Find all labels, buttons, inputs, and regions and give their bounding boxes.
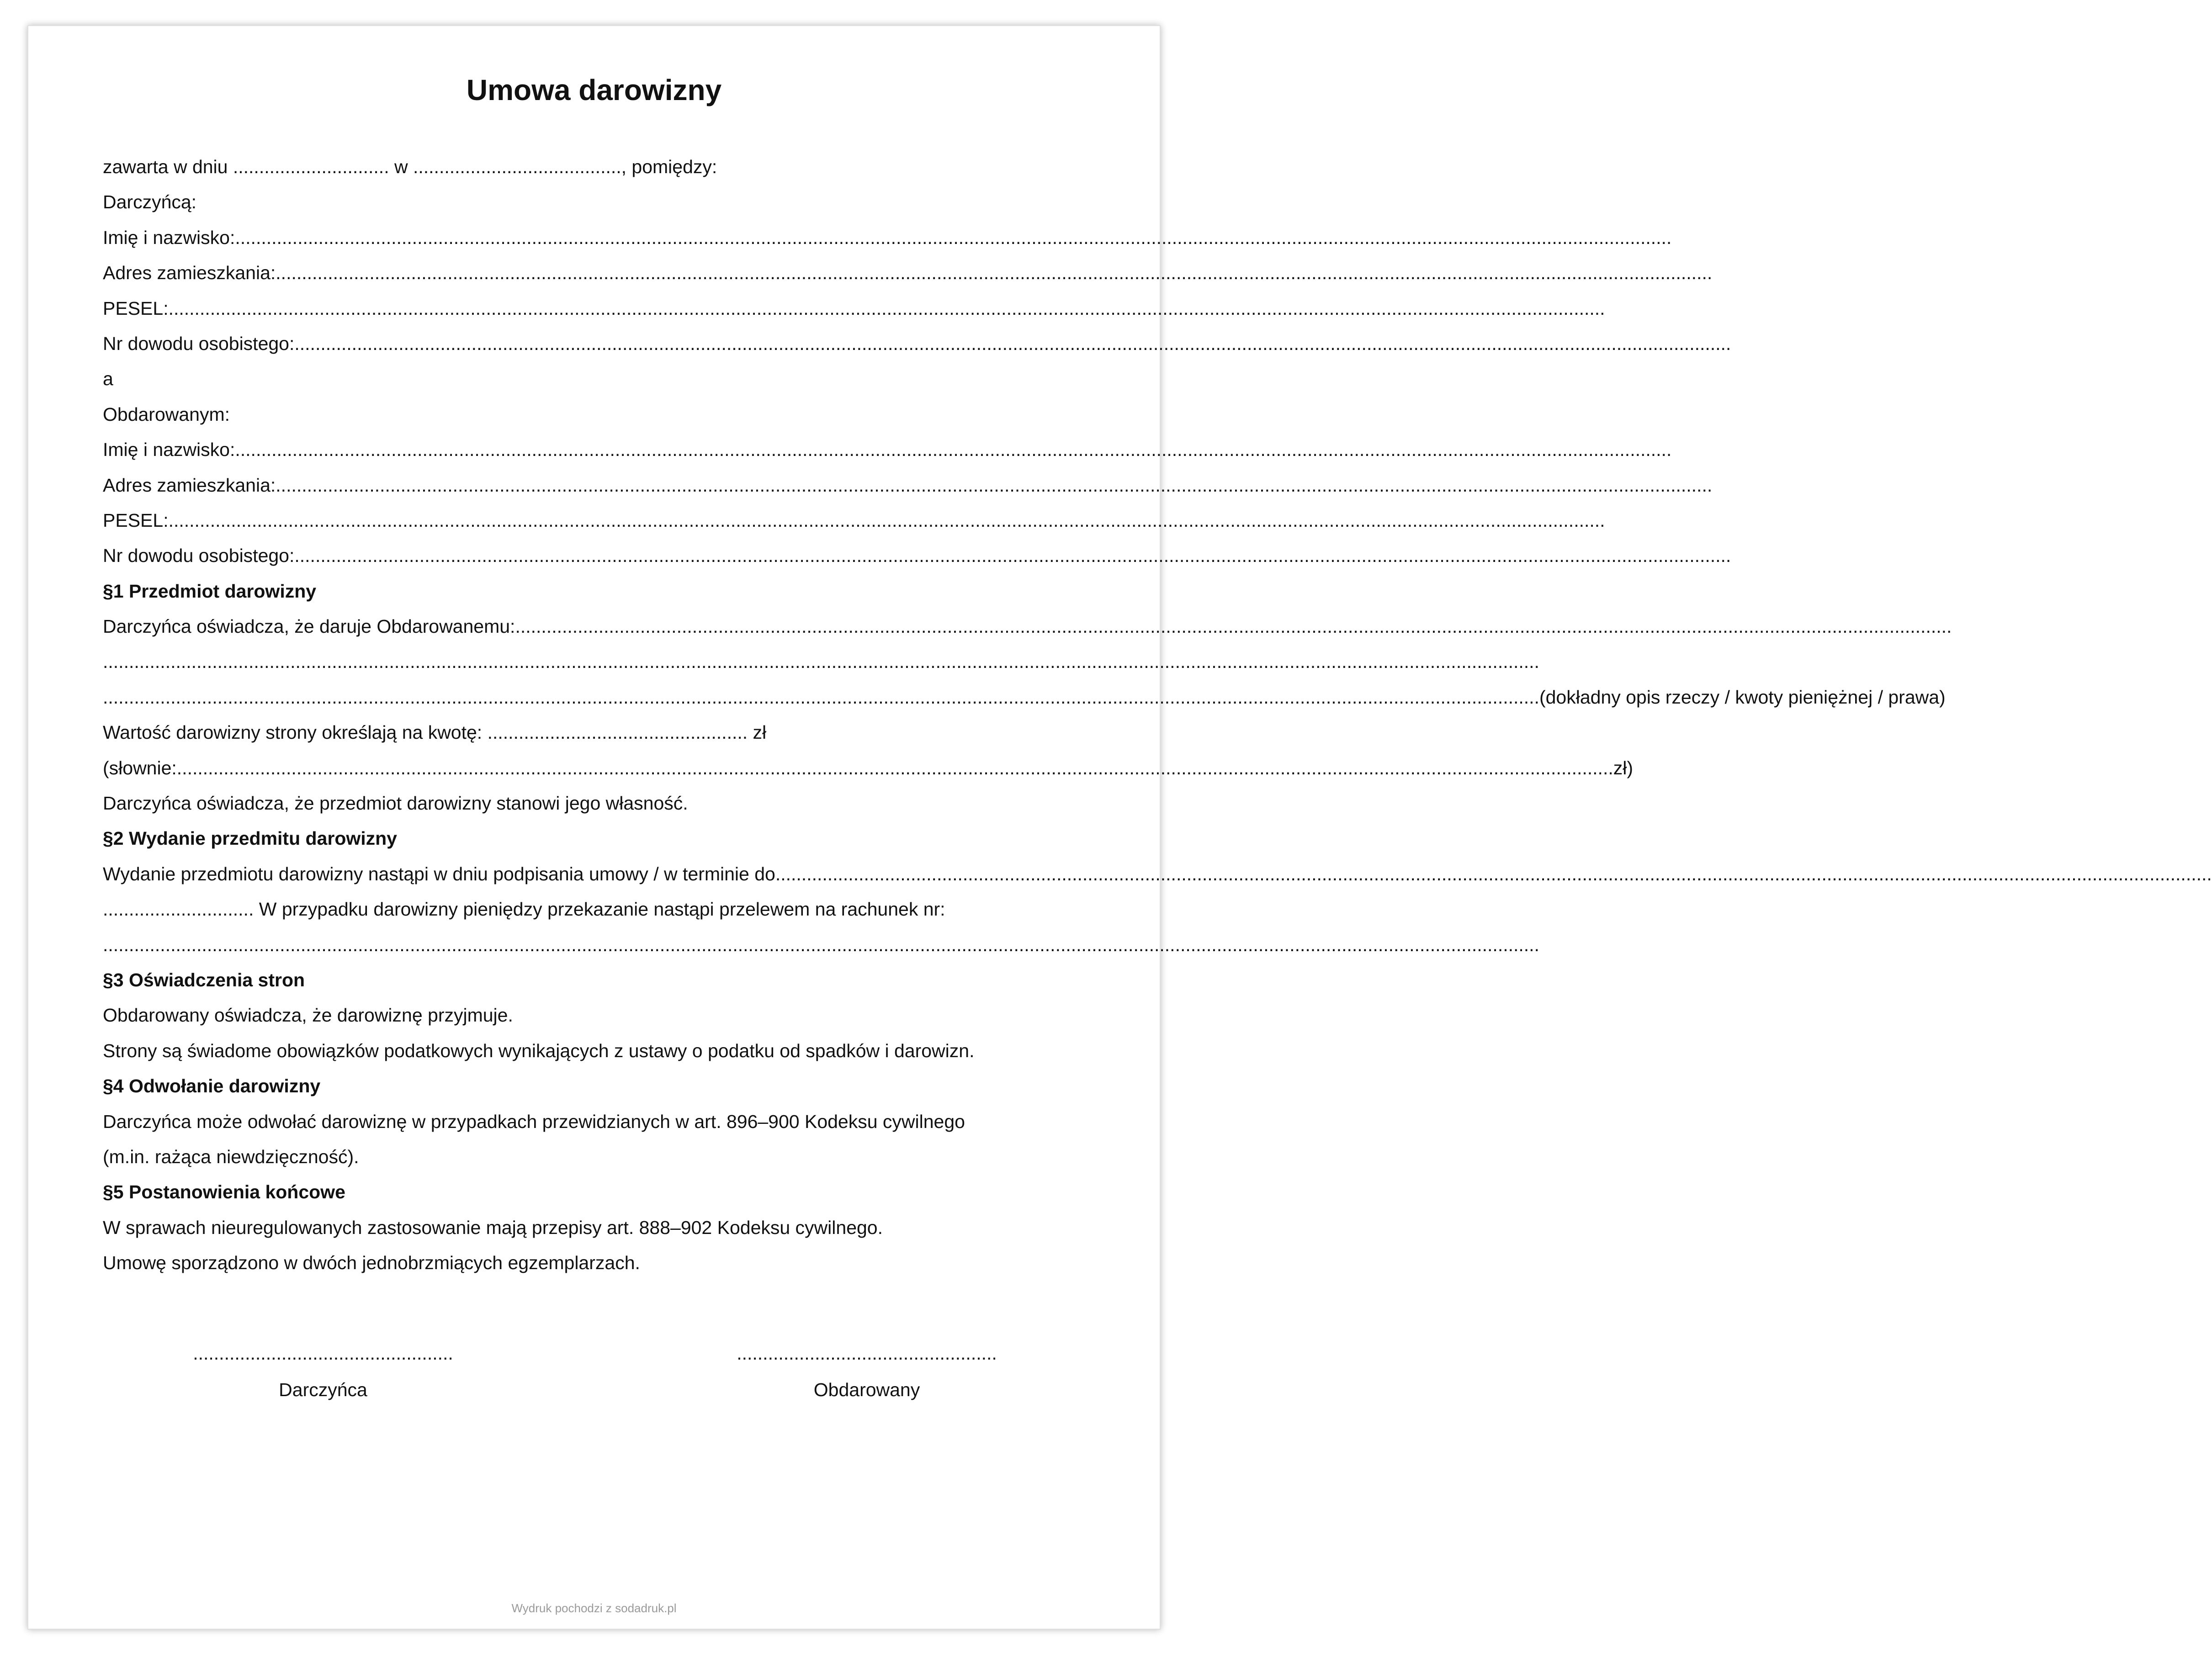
- field-suffix: (dokładny opis rzeczy / kwoty pieniężnej / prawa): [1539, 686, 1946, 708]
- fill-in-line: [103, 927, 1539, 963]
- field-label: Nr dowodu osobistego:: [103, 333, 295, 354]
- field-label: Nr dowodu osobistego:: [103, 545, 295, 566]
- recipient-signature-line: ..................................................: [737, 1343, 997, 1364]
- contract-line: zawarta w dniu .............................. w ........................................, pomiędzy:: [103, 156, 717, 177]
- donor-signature-line: ..................................................: [193, 1343, 453, 1364]
- contract-line: Obdarowany oświadcza, że darowiznę przyjmuje.: [103, 1005, 513, 1026]
- blank-dotted-field: ....................................................................................................................................................................................................................................................................................: [294, 333, 1731, 354]
- blank-dotted-field: ....................................................................................................................................................................................................................................................................................: [103, 651, 1539, 672]
- section-heading: §2 Wydanie przedmitu darowizny: [103, 828, 397, 849]
- fill-in-line: [103, 644, 1539, 679]
- fill-in-line: [103, 468, 1713, 503]
- blank-dotted-field: ....................................................................................................................................................................................................................................................................................: [515, 616, 1952, 637]
- document-title: Umowa darowizny: [466, 74, 722, 106]
- fill-in-line: [103, 609, 1952, 644]
- blank-dotted-field: ....................................................................................................................................................................................................................................................................................: [775, 863, 2212, 884]
- blank-dotted-field: ....................................................................................................................................................................................................................................................................................: [276, 262, 1713, 284]
- contract-line: Darczyńcą:: [103, 191, 197, 213]
- blank-dotted-field: ....................................................................................................................................................................................................................................................................................: [176, 757, 1613, 778]
- blank-dotted-field: ....................................................................................................................................................................................................................................................................................: [276, 474, 1713, 496]
- fill-in-line: [103, 503, 1605, 538]
- field-label: Imię i nazwisko:: [103, 227, 235, 248]
- section-heading: §1 Przedmiot darowizny: [103, 580, 317, 602]
- section-heading: §5 Postanowienia końcowe: [103, 1181, 345, 1203]
- blank-dotted-field: ....................................................................................................................................................................................................................................................................................: [235, 439, 1672, 461]
- blank-dotted-field: ....................................................................................................................................................................................................................................................................................: [294, 545, 1731, 566]
- contract-line: W sprawach nieuregulowanych zastosowanie mają przepisy art. 888–902 Kodeksu cywilnego.: [103, 1217, 883, 1238]
- contract-line: Darczyńca może odwołać darowiznę w przypadkach przewidzianych w art. 896–900 Kodeksu cywilnego: [103, 1111, 965, 1132]
- contract-line: Umowę sporządzono w dwóch jednobrzmiących egzemplarzach.: [103, 1252, 640, 1274]
- section-heading: §4 Odwołanie darowizny: [103, 1075, 321, 1097]
- fill-in-line: [103, 751, 1633, 786]
- fill-in-line: [103, 291, 1605, 326]
- donor-signature-label: Darczyńca: [279, 1379, 367, 1400]
- contract-line: Strony są świadome obowiązków podatkowych wynikających z ustawy o podatku od spadków i darowizn.: [103, 1040, 975, 1061]
- field-label: PESEL:: [103, 509, 169, 531]
- recipient-signature-label: Obdarowany: [813, 1379, 920, 1400]
- blank-dotted-field: ....................................................................................................................................................................................................................................................................................: [168, 509, 1605, 531]
- field-label: Darczyńca oświadcza, że daruje Obdarowanemu:: [103, 616, 515, 637]
- field-label: PESEL:: [103, 297, 169, 319]
- contract-line: Obdarowanym:: [103, 403, 230, 425]
- blank-dotted-field: ....................................................................................................................................................................................................................................................................................: [235, 227, 1672, 248]
- contract-line: Darczyńca oświadcza, że przedmiot darowizny stanowi jego własność.: [103, 793, 688, 814]
- fill-in-line: [103, 857, 2212, 892]
- blank-dotted-field: ....................................................................................................................................................................................................................................................................................: [103, 686, 1539, 708]
- field-label: Wydanie przedmiotu darowizny nastąpi w dniu podpisania umowy / w terminie do: [103, 863, 775, 884]
- document-page: [27, 25, 2212, 1630]
- fill-in-line: [103, 220, 1672, 255]
- fill-in-line: [103, 326, 1731, 361]
- field-suffix: zł): [1613, 757, 1633, 778]
- contract-line: Wartość darowizny strony określają na kwotę: .................................................. zł: [103, 722, 767, 743]
- contract-line: ............................. W przypadku darowizny pieniędzy przekazanie nastąpi przelewem na rachunek nr:: [103, 899, 945, 920]
- blank-dotted-field: ....................................................................................................................................................................................................................................................................................: [103, 934, 1539, 955]
- field-label: Adres zamieszkania:: [103, 262, 276, 284]
- footer-note: Wydruk pochodzi z sodadruk.pl: [511, 1601, 677, 1615]
- blank-dotted-field: ....................................................................................................................................................................................................................................................................................: [168, 297, 1605, 319]
- fill-in-line: [103, 538, 1731, 573]
- field-label: (słownie:: [103, 757, 177, 778]
- fill-in-line: [103, 680, 1946, 715]
- contract-line: a: [103, 368, 113, 390]
- section-heading: §3 Oświadczenia stron: [103, 969, 305, 990]
- contract-body: [103, 149, 2212, 1281]
- field-label: Imię i nazwisko:: [103, 439, 235, 461]
- fill-in-line: [103, 432, 1672, 467]
- contract-line: (m.in. rażąca niewdzięczność).: [103, 1146, 359, 1167]
- field-label: Adres zamieszkania:: [103, 474, 276, 496]
- fill-in-line: [103, 255, 1713, 291]
